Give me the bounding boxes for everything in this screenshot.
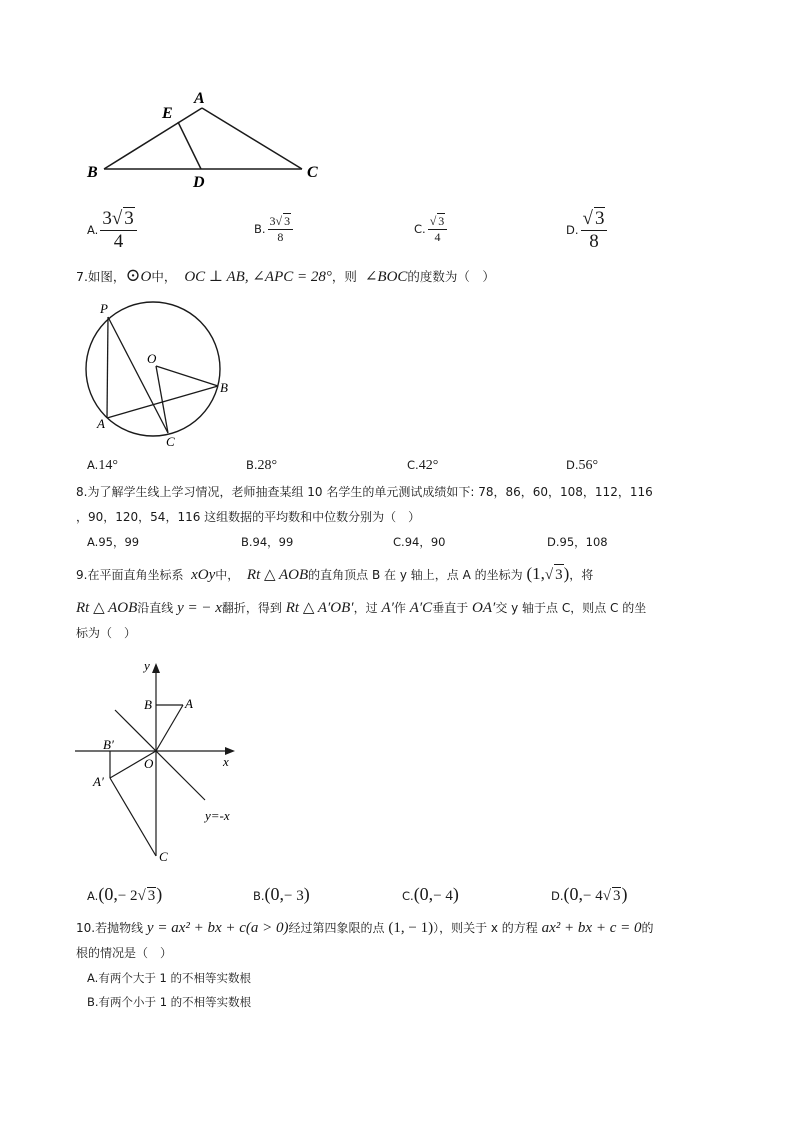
q10-option-a[interactable]: A.有两个大于 1 的不相等实数根 [87, 971, 251, 985]
q6-option-b[interactable]: B. $\frac{3√ 3}{8}$ [254, 213, 293, 245]
triangle-figure [80, 82, 330, 187]
q8-stem-line2: ，90，120，54，116 这组数据的平均数和中位数分别为（ ） [76, 510, 421, 524]
label-x: x [223, 754, 229, 769]
label-p: P [100, 301, 108, 316]
line-y-neg-x [115, 710, 205, 800]
q8-option-d[interactable]: D.95，108 [547, 535, 608, 549]
segment-oc [156, 366, 168, 433]
q6-option-d[interactable]: D. $\frac{√ 3}{8}$ [566, 207, 607, 253]
q7-option-c[interactable]: C.42° [407, 458, 439, 473]
q9-option-d[interactable]: D.(0,− 4√ 3) [551, 884, 628, 904]
q10-stem-line2: 根的情况是（ ） [76, 946, 173, 960]
label-e: E [162, 105, 173, 122]
label-b: B [87, 164, 98, 181]
label-line: y=-x [205, 808, 230, 823]
label-c: C [307, 164, 318, 181]
label-c: C [159, 849, 168, 864]
q9-stem-line2: Rt △ AOB沿直线 y = − x翻折，得到 Rt △ A′OB′，过 A′作 A′C垂直于 OA′交 y 轴于点 C，则点 C 的坐 [76, 600, 647, 616]
circle-figure [80, 296, 240, 448]
q8-option-b[interactable]: B.94，99 [241, 535, 294, 549]
label-o: O [144, 756, 154, 771]
fraction: $\frac{√ 3}{4}$ [428, 213, 448, 245]
label-a: A [185, 696, 193, 711]
q9-stem-line3: 标为（ ） [76, 626, 137, 640]
q7-option-d[interactable]: D.56° [566, 458, 599, 473]
q10-option-b[interactable]: B.有两个小于 1 的不相等实数根 [87, 995, 252, 1009]
label-b-prime: B′ [103, 737, 114, 752]
label-c: C [166, 434, 175, 448]
segment-ab [104, 108, 202, 169]
segment-a2c [110, 778, 156, 856]
q6-option-c[interactable]: C. $\frac{√ 3}{4}$ [414, 213, 447, 245]
q9-stem-line1: 9.在平面直角坐标系 xOy中， Rt △ AOB的直角顶点 B 在 y 轴上，点 A 的坐标为 (1,√ 3)，将 [76, 564, 594, 583]
q9-option-c[interactable]: C.(0,− 4) [402, 884, 459, 904]
label-a: A [194, 90, 205, 107]
fraction: $\frac{3√ 3}{8}$ [268, 213, 294, 245]
segment-pa [107, 317, 108, 418]
label-d: D [193, 174, 205, 187]
q10-stem-line1: 10.若抛物线 y = ax² + bx + c(a > 0)经过第四象限的点 (1, − 1)），则关于 x 的方程 ax² + bx + c = 0的 [76, 920, 654, 936]
segment-ed [178, 122, 201, 169]
q7-stem: 7.如图，⊙O中， OC ⊥ AB, ∠APC = 28°，则 ∠BOC的度数为（ ） [76, 265, 495, 285]
y-axis-arrow-icon [152, 663, 160, 673]
segment-ob [156, 366, 218, 386]
label-y: y [144, 658, 150, 673]
q7-option-a[interactable]: A.14° [87, 458, 118, 473]
q8-option-c[interactable]: C.94，90 [393, 535, 446, 549]
q7-option-b[interactable]: B.28° [246, 458, 278, 473]
label-b: B [220, 380, 228, 395]
label-a-prime: A′ [93, 774, 104, 789]
circle-o [86, 302, 220, 436]
fraction: $\frac{3√ 3}{4}$ [100, 207, 136, 253]
segment-oa [156, 705, 183, 751]
label-a: A [97, 416, 105, 431]
label-b: B [144, 697, 152, 712]
coordinate-figure [75, 655, 255, 870]
q6-option-a[interactable]: A. $\frac{3√ 3}{4}$ [87, 207, 137, 253]
label-o: O [147, 351, 157, 366]
q9-option-b[interactable]: B.(0,− 3) [253, 884, 310, 904]
circle-symbol: ⊙ [125, 265, 141, 285]
q8-option-a[interactable]: A.95，99 [87, 535, 140, 549]
fraction: $\frac{√ 3}{8}$ [581, 207, 608, 253]
segment-ac [202, 108, 302, 169]
q9-option-a[interactable]: A.(0,− 2√ 3) [87, 884, 163, 904]
q8-stem-line1: 8.为了解学生线上学习情况，老师抽查某组 10 名学生的单元测试成绩如下: 78，86，60，108，112，116 [76, 485, 653, 499]
